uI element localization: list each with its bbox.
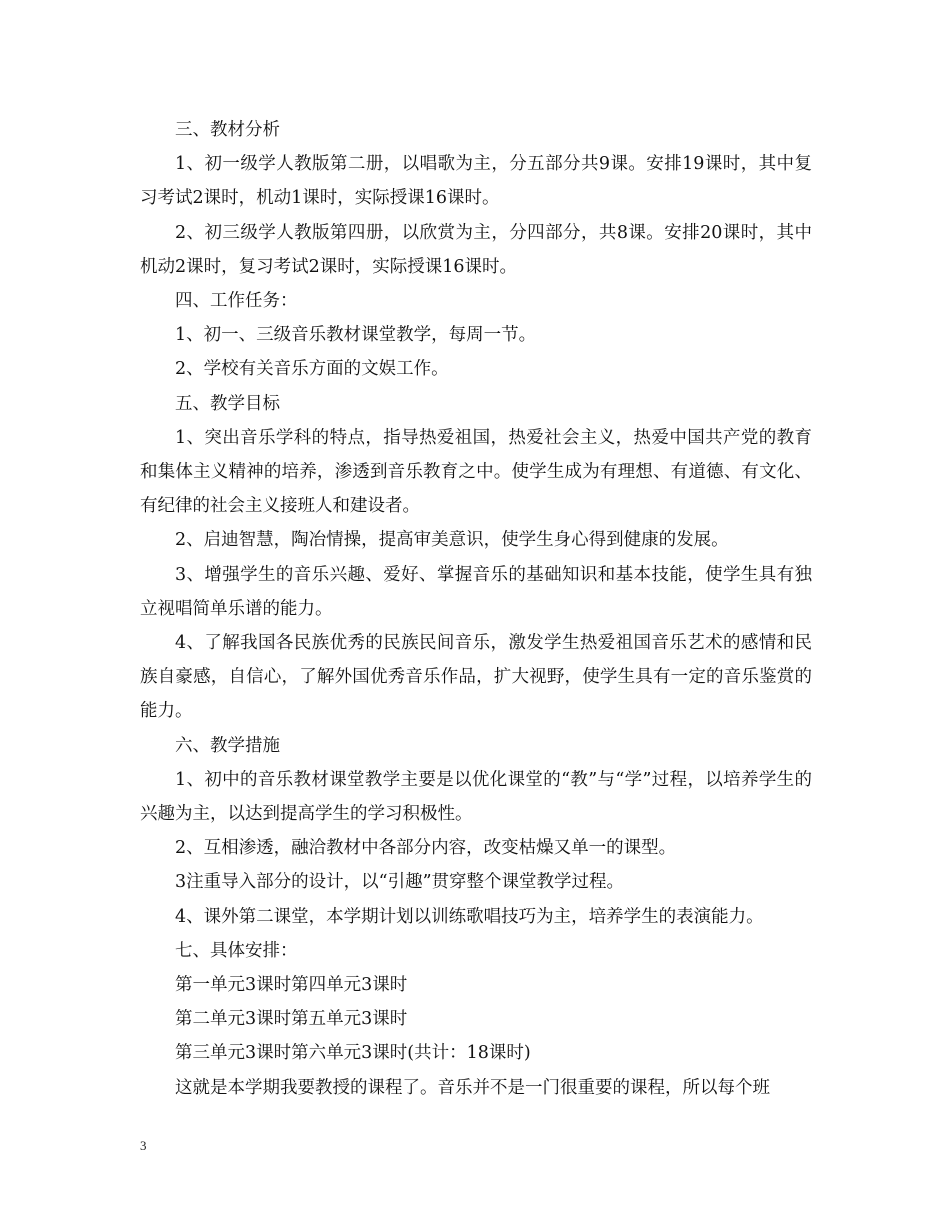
paragraph: 1、突出音乐学科的特点，指导热爱祖国，热爱社会主义，热爱中国共产党的教育和集体主义精神的培养，渗透到音乐教育之中。使学生成为有理想、有道德、有文化、有纪律的社会主义接班人和建设者。 [140,427,812,517]
paragraph: 4、了解我国各民族优秀的民族民间音乐，激发学生热爱祖国音乐艺术的感情和民族自豪感，自信心，了解外国优秀音乐作品，扩大视野，使学生具有一定的音乐鉴赏的能力。 [140,633,812,722]
paragraph: 2、互相渗透，融洽教材中各部分内容，改变枯燥又单一的课型。 [175,838,677,859]
section-heading: 四、工作任务： [175,291,298,312]
section-heading: 六、教学措施 [175,735,280,756]
paragraph: 1、初一、三级音乐教材课堂教学，每周一节。 [175,325,537,346]
document-body [140,113,812,1105]
schedule-line: 第二单元3课时第五单元3课时 [175,1009,408,1030]
paragraph: 2、学校有关音乐方面的文娱工作。 [175,359,449,380]
paragraph: 这就是本学期我要教授的课程了。音乐并不是一门很重要的课程，所以每个班 [175,1077,770,1098]
page-number: 3 [140,1138,147,1153]
paragraph: 2、初三级学人教版第四册，以欣赏为主，分四部分，共8课。安排20课时，其中机动2课时，复习考试2课时，实际授课16课时。 [140,222,812,277]
paragraph: 4、课外第二课堂，本学期计划以训练歌唱技巧为主，培养学生的表演能力。 [175,906,764,927]
paragraph: 1、初中的音乐教材课堂教学主要是以优化课堂的“教”与“学”过程，以培养学生的兴趣为主，以达到提高学生的学习积极性。 [140,769,812,825]
section-heading: 五、教学目标 [175,393,280,414]
paragraph: 3注重导入部分的设计，以“引趣”贯穿整个课堂教学过程。 [175,872,625,893]
paragraph: 1、初一级学人教版第二册，以唱歌为主，分五部分共9课。安排19课时，其中复习考试2课时，机动1课时，实际授课16课时。 [140,154,812,209]
schedule-line: 第一单元3课时第四单元3课时 [175,975,408,996]
paragraph: 3、增强学生的音乐兴趣、爱好、掌握音乐的基础知识和基本技能，使学生具有独立视唱简单乐谱的能力。 [140,564,812,619]
section-heading: 七、具体安排： [175,940,298,961]
paragraph: 2、启迪智慧，陶冶情操，提高审美意识，使学生身心得到健康的发展。 [175,530,729,551]
section-heading: 三、教材分析 [175,120,280,140]
schedule-line: 第三单元3课时第六单元3课时(共计：18课时) [175,1043,531,1064]
